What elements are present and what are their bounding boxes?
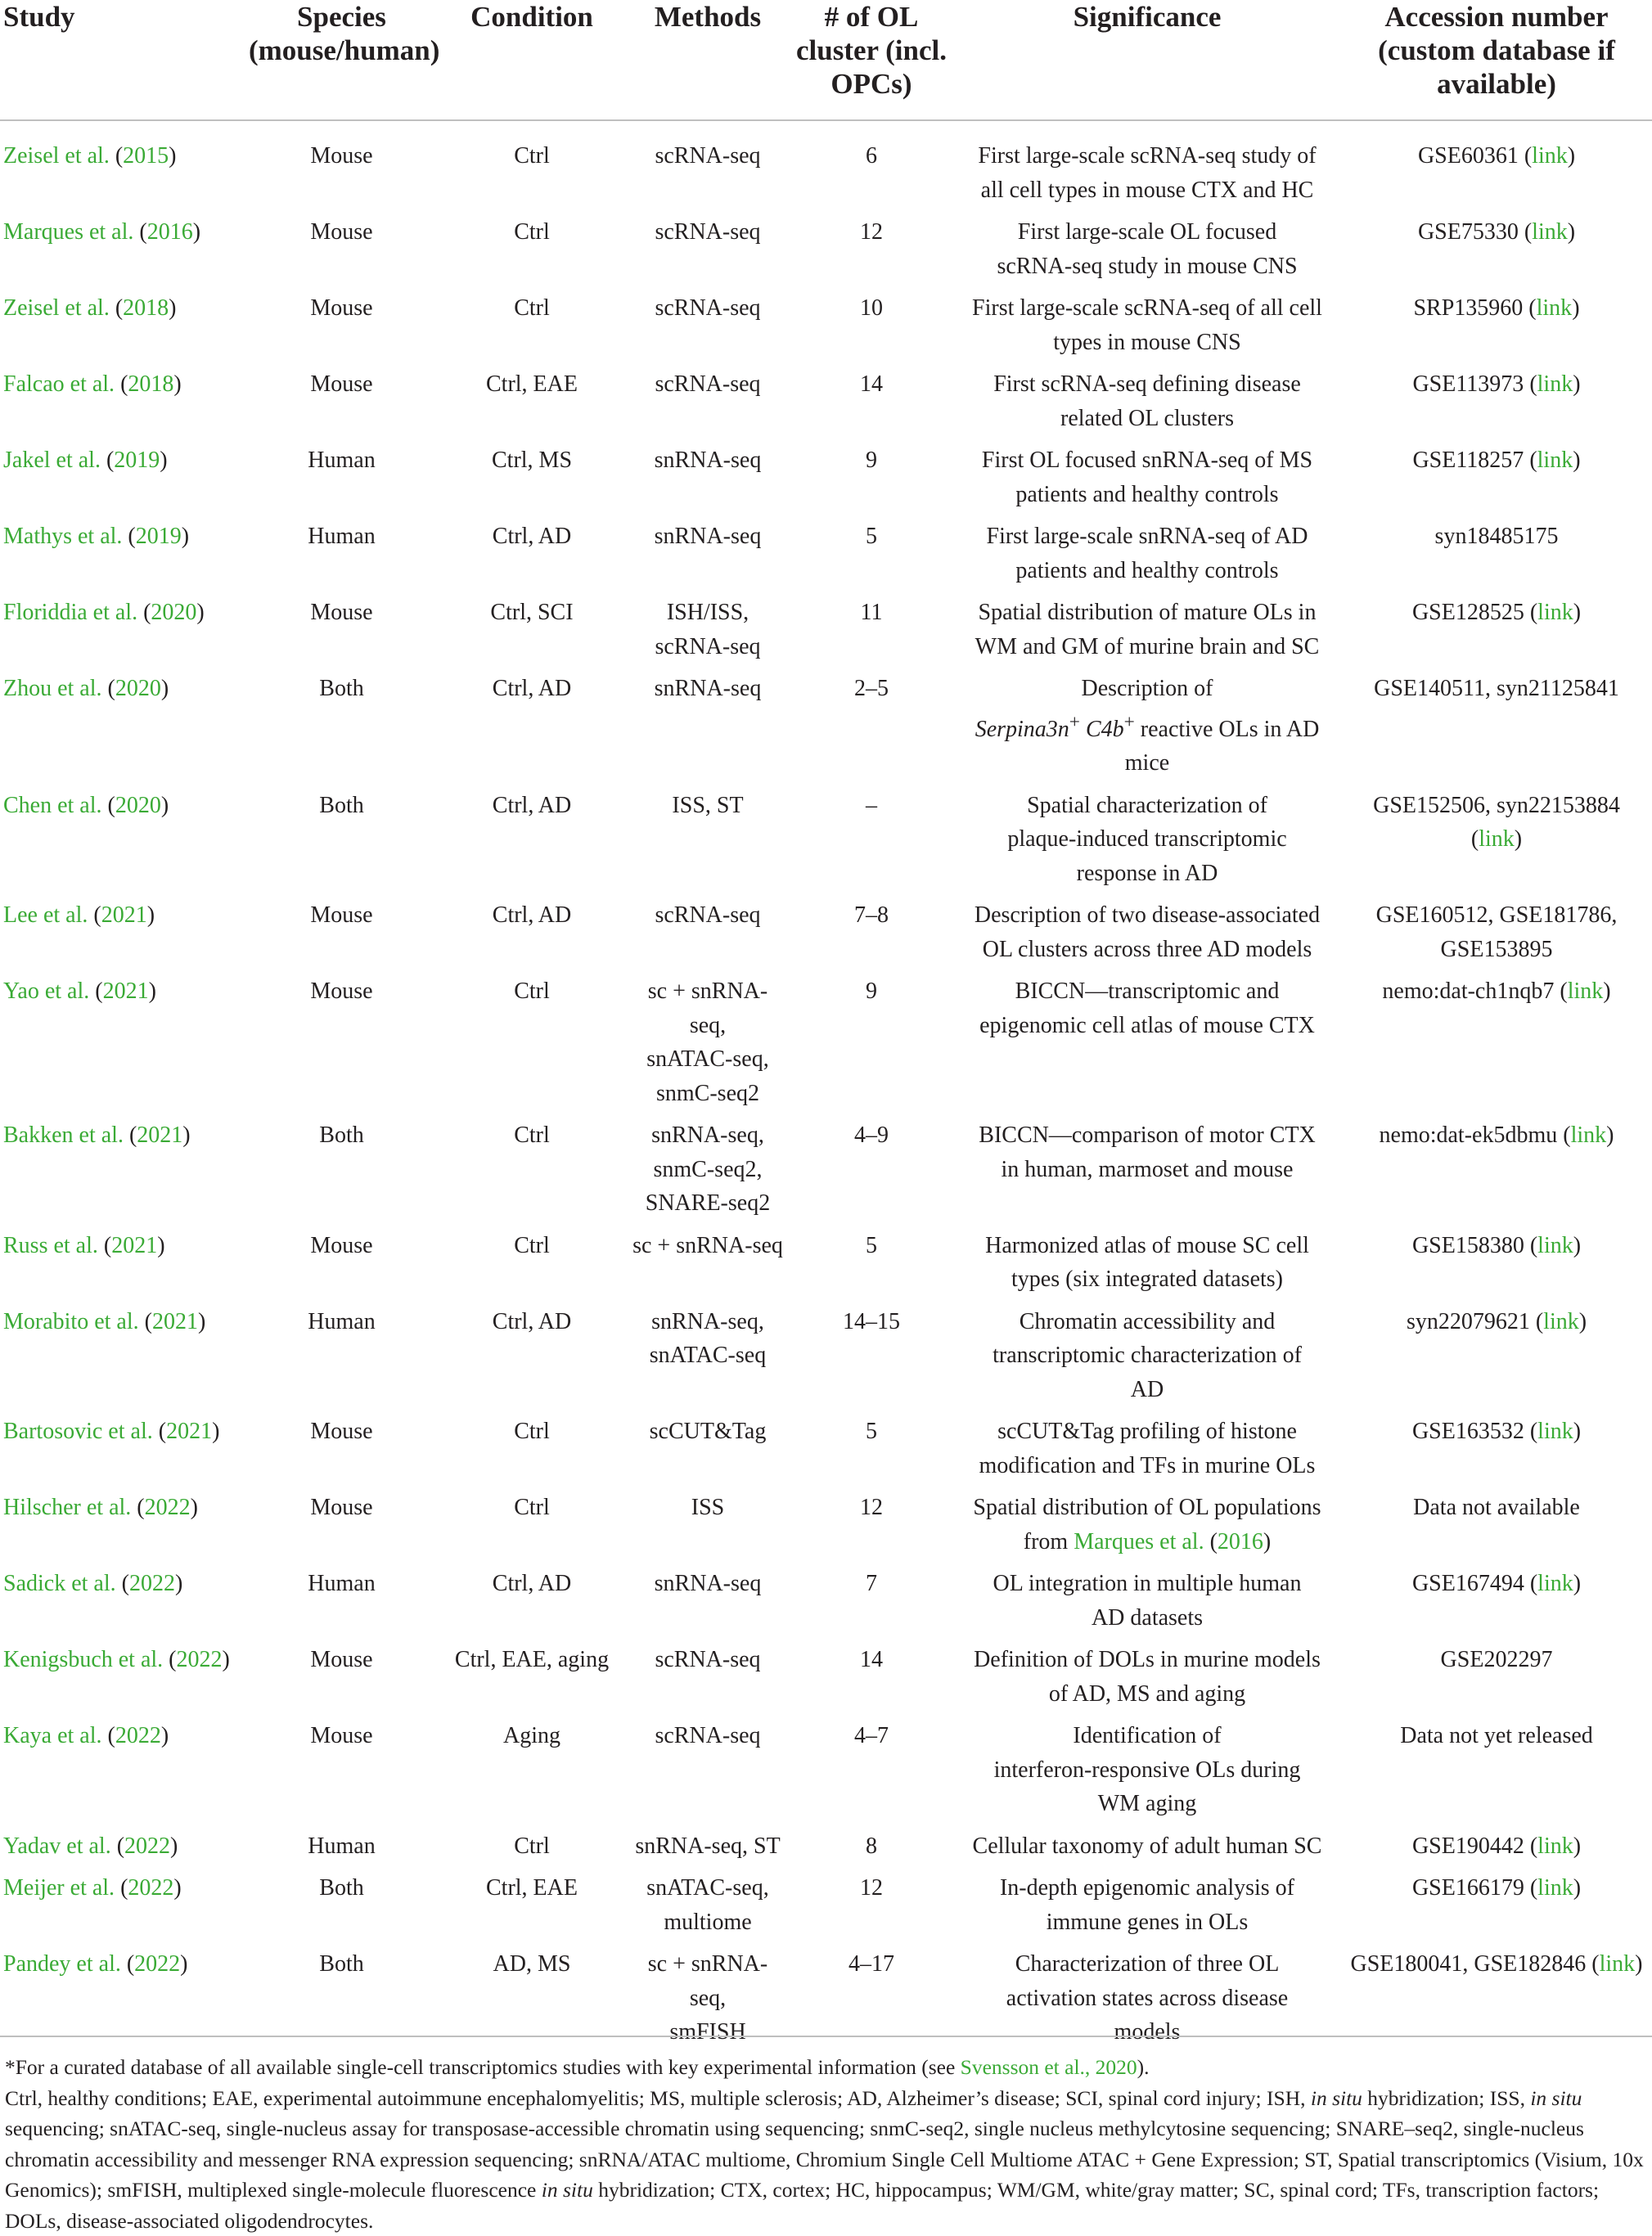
methods-cell: snRNA-seq, snATAC-seq xyxy=(626,1305,790,1415)
condition-cell: Ctrl, AD xyxy=(438,672,626,789)
study-year-link[interactable]: 2019 xyxy=(114,448,160,473)
table-row xyxy=(0,120,1652,215)
species-cell: Both xyxy=(245,1871,438,1947)
study-year-link[interactable]: 2016 xyxy=(147,219,193,245)
significance-cell: Spatial characterization of plaque-induced transcriptomic response in AD xyxy=(953,789,1341,899)
study-cell: Yao et al. (2021) xyxy=(0,974,245,1118)
study-year-link[interactable]: 2018 xyxy=(128,371,173,397)
study-author-link[interactable]: Marques et al. xyxy=(3,219,133,245)
study-cell: Kaya et al. (2022) xyxy=(0,1719,245,1829)
accession-cell: GSE60361 (link) xyxy=(1341,120,1652,215)
study-author-link[interactable]: Yadav et al. xyxy=(3,1833,111,1859)
footnote-abbreviations: Ctrl, healthy conditions; EAE, experimental autoimmune encephalomyelitis; MS, multiple sclerosis; AD, Alzheimer’s disease; SCI, spinal cord injury; ISH, in situ hybridization; ISS, in situ sequencing; snATAC-seq, single-nucleus assay for transposase-accessible chromatin using sequencing; snmC-seq2, single nucleus methylcytosine sequencing; SNARE–seq2, single-nucleus chromatin accessibility and messenger RNA expression sequencing; snRNA/ATAC multiome, Chromium Single Cell Multiome ATAC + Gene Expression; ST, Spatial transcriptomics (Visium, 10x Genomics); smFISH, multiplexed single-molecule fluorescence in situ hybridization; CTX, cortex; HC, hippocampus; WM/GM, white/gray matter; SC, spinal cord; TFs, transcription factors; DOLs, disease-associated oligodendrocytes. xyxy=(5,2083,1652,2236)
methods-cell: snRNA-seq xyxy=(626,672,790,789)
species-cell: Mouse xyxy=(245,1491,438,1567)
species-cell: Both xyxy=(245,1118,438,1229)
condition-cell: Ctrl, SCI xyxy=(438,596,626,672)
significance-cell: BICCN—transcriptomic and epigenomic cell atlas of mouse CTX xyxy=(953,974,1341,1118)
accession-cell: GSE166179 (link) xyxy=(1341,1871,1652,1947)
study-author-link[interactable]: Russ et al. xyxy=(3,1233,98,1258)
table-row xyxy=(0,1871,1652,1947)
header-condition: Condition xyxy=(438,0,626,120)
accession-link[interactable]: link xyxy=(1571,1122,1607,1148)
significance-cell: OL integration in multiple human AD datasets xyxy=(953,1567,1341,1643)
species-cell: Human xyxy=(245,1829,438,1872)
species-cell: Mouse xyxy=(245,974,438,1118)
study-cell: Zeisel et al. (2018) xyxy=(0,291,245,367)
condition-cell: Ctrl, AD xyxy=(438,520,626,596)
condition-cell: Ctrl, MS xyxy=(438,443,626,520)
study-year-link[interactable]: 2018 xyxy=(123,295,169,321)
study-cell: Bakken et al. (2021) xyxy=(0,1118,245,1229)
study-author-link[interactable]: Yao et al. xyxy=(3,979,89,1004)
accession-cell: GSE163532 (link) xyxy=(1341,1415,1652,1491)
species-cell: Mouse xyxy=(245,120,438,215)
condition-cell: Ctrl xyxy=(438,1415,626,1491)
header-species: Species (mouse/human) xyxy=(245,0,438,120)
methods-cell: ISS, ST xyxy=(626,789,790,899)
methods-cell: snRNA-seq, ST xyxy=(626,1829,790,1872)
significance-cell: Cellular taxonomy of adult human SC xyxy=(953,1829,1341,1872)
condition-cell: Ctrl, EAE, aging xyxy=(438,1643,626,1719)
significance-cell: Description of Serpina3n+ C4b+ reactive OLs in AD mice xyxy=(953,672,1341,789)
condition-cell: Ctrl xyxy=(438,1118,626,1229)
table-footnote xyxy=(0,2036,1652,2236)
study-year-link[interactable]: 2022 xyxy=(177,1647,223,1672)
header-significance: Significance xyxy=(953,0,1341,120)
table-row xyxy=(0,596,1652,672)
table-header xyxy=(0,0,1652,120)
clusters-cell: – xyxy=(790,789,953,899)
study-author-link[interactable]: Kaya et al. xyxy=(3,1723,102,1748)
study-cell: Meijer et al. (2022) xyxy=(0,1871,245,1947)
study-year-link[interactable]: 2022 xyxy=(115,1723,161,1748)
accession-link[interactable]: link xyxy=(1537,1875,1573,1901)
significance-cell: scCUT&Tag profiling of histone modification and TFs in murine OLs xyxy=(953,1415,1341,1491)
methods-cell: scRNA-seq xyxy=(626,215,790,291)
accession-cell: GSE160512, GSE181786, GSE153895 xyxy=(1341,898,1652,974)
accession-link[interactable]: link xyxy=(1537,600,1573,625)
study-cell: Sadick et al. (2022) xyxy=(0,1567,245,1643)
methods-cell: snATAC-seq, multiome xyxy=(626,1871,790,1947)
study-author-link[interactable]: Lee et al. xyxy=(3,902,88,928)
study-cell: Bartosovic et al. (2021) xyxy=(0,1415,245,1491)
accession-link[interactable]: link xyxy=(1537,1419,1573,1444)
methods-cell: sc + snRNA-seq, smFISH xyxy=(626,1947,790,2058)
methods-cell: scRNA-seq xyxy=(626,291,790,367)
study-author-link[interactable]: Falcao et al. xyxy=(3,371,115,397)
significance-cell: First large-scale scRNA-seq of all cell types in mouse CNS xyxy=(953,291,1341,367)
accession-link[interactable]: link xyxy=(1537,1233,1573,1258)
study-year-link[interactable]: 2021 xyxy=(152,1309,198,1334)
accession-cell: GSE152506, syn22153884 (link) xyxy=(1341,789,1652,899)
condition-cell: Ctrl, AD xyxy=(438,898,626,974)
methods-cell: scRNA-seq xyxy=(626,367,790,443)
clusters-cell: 11 xyxy=(790,596,953,672)
accession-cell: syn18485175 xyxy=(1341,520,1652,596)
table-row xyxy=(0,367,1652,443)
significance-cell: First large-scale scRNA-seq study of all cell types in mouse CTX and HC xyxy=(953,120,1341,215)
condition-cell: Ctrl, AD xyxy=(438,789,626,899)
table-row xyxy=(0,789,1652,899)
accession-link[interactable]: link xyxy=(1537,295,1573,321)
significance-cell: First large-scale snRNA-seq of AD patients and healthy controls xyxy=(953,520,1341,596)
species-cell: Human xyxy=(245,443,438,520)
condition-cell: Ctrl, EAE xyxy=(438,367,626,443)
condition-cell: Aging xyxy=(438,1719,626,1829)
study-author-link[interactable]: Zhou et al. xyxy=(3,676,102,701)
study-author-link[interactable]: Bakken et al. xyxy=(3,1122,124,1148)
species-cell: Both xyxy=(245,789,438,899)
clusters-cell: 12 xyxy=(790,215,953,291)
accession-cell: GSE75330 (link) xyxy=(1341,215,1652,291)
study-year-link[interactable]: 2019 xyxy=(136,524,182,549)
accession-link[interactable]: link xyxy=(1532,143,1568,169)
clusters-cell: 7–8 xyxy=(790,898,953,974)
table-row xyxy=(0,520,1652,596)
clusters-cell: 14–15 xyxy=(790,1305,953,1415)
study-cell: Yadav et al. (2022) xyxy=(0,1829,245,1872)
table-row xyxy=(0,1491,1652,1567)
accession-cell: GSE158380 (link) xyxy=(1341,1229,1652,1305)
condition-cell: Ctrl xyxy=(438,974,626,1118)
clusters-cell: 7 xyxy=(790,1567,953,1643)
study-year-link[interactable]: 2020 xyxy=(151,600,196,625)
accession-cell: syn22079621 (link) xyxy=(1341,1305,1652,1415)
study-author-link[interactable]: Floriddia et al. xyxy=(3,600,137,625)
table-row xyxy=(0,898,1652,974)
condition-cell: AD, MS xyxy=(438,1947,626,2058)
methods-cell: scCUT&Tag xyxy=(626,1415,790,1491)
study-cell: Zhou et al. (2020) xyxy=(0,672,245,789)
condition-cell: Ctrl, AD xyxy=(438,1305,626,1415)
table-row xyxy=(0,1305,1652,1415)
significance-cell: BICCN—comparison of motor CTX in human, marmoset and mouse xyxy=(953,1118,1341,1229)
footnote-curated-database: *For a curated database of all available single-cell transcriptomics studies with key experimental information (see Svensson et al., 2020). xyxy=(5,2052,1652,2083)
condition-cell: Ctrl xyxy=(438,120,626,215)
study-cell: Pandey et al. (2022) xyxy=(0,1947,245,2058)
study-author-link[interactable]: Pandey et al. xyxy=(3,1951,121,1977)
condition-cell: Ctrl xyxy=(438,291,626,367)
clusters-cell: 8 xyxy=(790,1829,953,1872)
accession-link[interactable]: link xyxy=(1568,979,1604,1004)
accession-link[interactable]: link xyxy=(1479,826,1515,852)
table-row xyxy=(0,291,1652,367)
species-cell: Human xyxy=(245,1305,438,1415)
accession-link[interactable]: link xyxy=(1543,1309,1579,1334)
study-author-link[interactable]: Morabito et al. xyxy=(3,1309,139,1334)
condition-cell: Ctrl, AD xyxy=(438,1567,626,1643)
species-cell: Mouse xyxy=(245,1229,438,1305)
study-year-link[interactable]: 2020 xyxy=(115,793,161,818)
header-methods: Methods xyxy=(626,0,790,120)
methods-cell: snRNA-seq xyxy=(626,443,790,520)
methods-cell: scRNA-seq xyxy=(626,1643,790,1719)
accession-link[interactable]: link xyxy=(1532,219,1568,245)
species-cell: Human xyxy=(245,1567,438,1643)
clusters-cell: 9 xyxy=(790,974,953,1118)
study-year-link[interactable]: 2021 xyxy=(101,902,147,928)
study-cell: Russ et al. (2021) xyxy=(0,1229,245,1305)
study-cell: Zeisel et al. (2015) xyxy=(0,120,245,215)
accession-cell: nemo:dat-ch1nqb7 (link) xyxy=(1341,974,1652,1118)
header-clusters: # of OL cluster (incl. OPCs) xyxy=(790,0,953,120)
accession-cell: GSE140511, syn21125841 xyxy=(1341,672,1652,789)
table-row xyxy=(0,1118,1652,1229)
clusters-cell: 4–17 xyxy=(790,1947,953,2058)
study-year-link[interactable]: 2022 xyxy=(134,1951,180,1977)
study-author-link[interactable]: Hilscher et al. xyxy=(3,1495,131,1520)
accession-link[interactable]: link xyxy=(1537,1571,1573,1596)
study-author-link[interactable]: Zeisel et al. xyxy=(3,295,110,321)
study-cell: Floriddia et al. (2020) xyxy=(0,596,245,672)
study-year-link[interactable]: 2022 xyxy=(145,1495,191,1520)
study-year-link[interactable]: 2021 xyxy=(137,1122,182,1148)
study-year-link[interactable]: 2021 xyxy=(103,979,149,1004)
clusters-cell: 5 xyxy=(790,1415,953,1491)
study-cell: Marques et al. (2016) xyxy=(0,215,245,291)
study-year-link[interactable]: 2022 xyxy=(129,1571,175,1596)
methods-cell: scRNA-seq xyxy=(626,1719,790,1829)
significance-cell: First large-scale OL focused scRNA-seq study in mouse CNS xyxy=(953,215,1341,291)
study-cell: Mathys et al. (2019) xyxy=(0,520,245,596)
methods-cell: scRNA-seq xyxy=(626,898,790,974)
svensson-reference-link[interactable]: Svensson et al., 2020 xyxy=(961,2055,1137,2079)
table-row xyxy=(0,1567,1652,1643)
species-cell: Both xyxy=(245,672,438,789)
accession-cell: GSE118257 (link) xyxy=(1341,443,1652,520)
study-author-link[interactable]: Kenigsbuch et al. xyxy=(3,1647,163,1672)
species-cell: Mouse xyxy=(245,596,438,672)
clusters-cell: 5 xyxy=(790,520,953,596)
accession-cell: GSE128525 (link) xyxy=(1341,596,1652,672)
table-row xyxy=(0,974,1652,1118)
accession-cell: GSE113973 (link) xyxy=(1341,367,1652,443)
study-author-link[interactable]: Chen et al. xyxy=(3,793,102,818)
header-accession: Accession number (custom database if available) xyxy=(1341,0,1652,120)
species-cell: Mouse xyxy=(245,291,438,367)
methods-cell: snRNA-seq xyxy=(626,520,790,596)
condition-cell: Ctrl, EAE xyxy=(438,1871,626,1947)
accession-link[interactable]: link xyxy=(1537,448,1573,473)
study-year-link[interactable]: 2022 xyxy=(128,1875,173,1901)
significance-cell: Description of two disease-associated OL clusters across three AD models xyxy=(953,898,1341,974)
species-cell: Human xyxy=(245,520,438,596)
study-author-link[interactable]: Mathys et al. xyxy=(3,524,122,549)
study-year-link[interactable]: 2015 xyxy=(123,143,169,169)
methods-cell: sc + snRNA-seq, snATAC-seq, snmC-seq2 xyxy=(626,974,790,1118)
significance-cell: Spatial distribution of mature OLs in WM and GM of murine brain and SC xyxy=(953,596,1341,672)
species-cell: Mouse xyxy=(245,1719,438,1829)
accession-link[interactable]: link xyxy=(1537,371,1573,397)
significance-cell: In-depth epigenomic analysis of immune genes in OLs xyxy=(953,1871,1341,1947)
study-year-link[interactable]: 2022 xyxy=(124,1833,170,1859)
methods-cell: snRNA-seq xyxy=(626,1567,790,1643)
clusters-cell: 9 xyxy=(790,443,953,520)
study-year-link[interactable]: 2020 xyxy=(115,676,161,701)
methods-cell: ISH/ISS, scRNA-seq xyxy=(626,596,790,672)
significance-cell: First OL focused snRNA-seq of MS patients and healthy controls xyxy=(953,443,1341,520)
significance-cell: Definition of DOLs in murine models of AD, MS and aging xyxy=(953,1643,1341,1719)
accession-link[interactable]: link xyxy=(1600,1951,1636,1977)
table-row xyxy=(0,1229,1652,1305)
significance-cell: Spatial distribution of OL populations from Marques et al. (2016) xyxy=(953,1491,1341,1567)
clusters-cell: 12 xyxy=(790,1871,953,1947)
species-cell: Mouse xyxy=(245,898,438,974)
significance-cell: Harmonized atlas of mouse SC cell types (six integrated datasets) xyxy=(953,1229,1341,1305)
species-cell: Mouse xyxy=(245,215,438,291)
table-row xyxy=(0,672,1652,789)
table-row xyxy=(0,1829,1652,1872)
header-study: Study xyxy=(0,0,245,120)
table-row xyxy=(0,1719,1652,1829)
condition-cell: Ctrl xyxy=(438,1229,626,1305)
study-cell: Hilscher et al. (2022) xyxy=(0,1491,245,1567)
study-year-link[interactable]: 2021 xyxy=(111,1233,157,1258)
study-cell: Morabito et al. (2021) xyxy=(0,1305,245,1415)
study-cell: Kenigsbuch et al. (2022) xyxy=(0,1643,245,1719)
condition-cell: Ctrl xyxy=(438,215,626,291)
accession-cell: GSE180041, GSE182846 (link) xyxy=(1341,1947,1652,2058)
study-cell: Chen et al. (2020) xyxy=(0,789,245,899)
clusters-cell: 6 xyxy=(790,120,953,215)
methods-cell: snRNA-seq, snmC-seq2, SNARE-seq2 xyxy=(626,1118,790,1229)
study-author-link[interactable]: Meijer et al. xyxy=(3,1875,115,1901)
study-year-link[interactable]: 2021 xyxy=(166,1419,212,1444)
table-row xyxy=(0,443,1652,520)
species-cell: Both xyxy=(245,1947,438,2058)
table-row xyxy=(0,1415,1652,1491)
study-author-link[interactable]: Jakel et al. xyxy=(3,448,101,473)
study-author-link[interactable]: Bartosovic et al. xyxy=(3,1419,153,1444)
clusters-cell: 4–7 xyxy=(790,1719,953,1829)
condition-cell: Ctrl xyxy=(438,1491,626,1567)
accession-cell: nemo:dat-ek5dbmu (link) xyxy=(1341,1118,1652,1229)
table-row xyxy=(0,215,1652,291)
table-row xyxy=(0,1643,1652,1719)
condition-cell: Ctrl xyxy=(438,1829,626,1872)
clusters-cell: 5 xyxy=(790,1229,953,1305)
clusters-cell: 4–9 xyxy=(790,1118,953,1229)
study-cell: Jakel et al. (2019) xyxy=(0,443,245,520)
study-cell: Lee et al. (2021) xyxy=(0,898,245,974)
accession-link[interactable]: link xyxy=(1537,1833,1573,1859)
clusters-cell: 14 xyxy=(790,1643,953,1719)
species-cell: Mouse xyxy=(245,1415,438,1491)
study-author-link[interactable]: Zeisel et al. xyxy=(3,143,110,169)
significance-cell: Characterization of three OL activation states across disease models xyxy=(953,1947,1341,2058)
species-cell: Mouse xyxy=(245,1643,438,1719)
study-author-link[interactable]: Sadick et al. xyxy=(3,1571,116,1596)
methods-cell: sc + snRNA-seq xyxy=(626,1229,790,1305)
accession-cell: Data not yet released xyxy=(1341,1719,1652,1829)
accession-cell: GSE190442 (link) xyxy=(1341,1829,1652,1872)
clusters-cell: 12 xyxy=(790,1491,953,1567)
clusters-cell: 2–5 xyxy=(790,672,953,789)
methods-cell: scRNA-seq xyxy=(626,120,790,215)
species-cell: Mouse xyxy=(245,367,438,443)
study-cell: Falcao et al. (2018) xyxy=(0,367,245,443)
significance-cell: Identification of interferon-responsive OLs during WM aging xyxy=(953,1719,1341,1829)
clusters-cell: 14 xyxy=(790,367,953,443)
accession-cell: GSE167494 (link) xyxy=(1341,1567,1652,1643)
significance-cell: First scRNA-seq defining disease related OL clusters xyxy=(953,367,1341,443)
table-body xyxy=(0,120,1652,2058)
accession-cell: SRP135960 (link) xyxy=(1341,291,1652,367)
clusters-cell: 10 xyxy=(790,291,953,367)
methods-cell: ISS xyxy=(626,1491,790,1567)
accession-cell: GSE202297 xyxy=(1341,1643,1652,1719)
accession-cell: Data not available xyxy=(1341,1491,1652,1567)
significance-cell: Chromatin accessibility and transcriptomic characterization of AD xyxy=(953,1305,1341,1415)
